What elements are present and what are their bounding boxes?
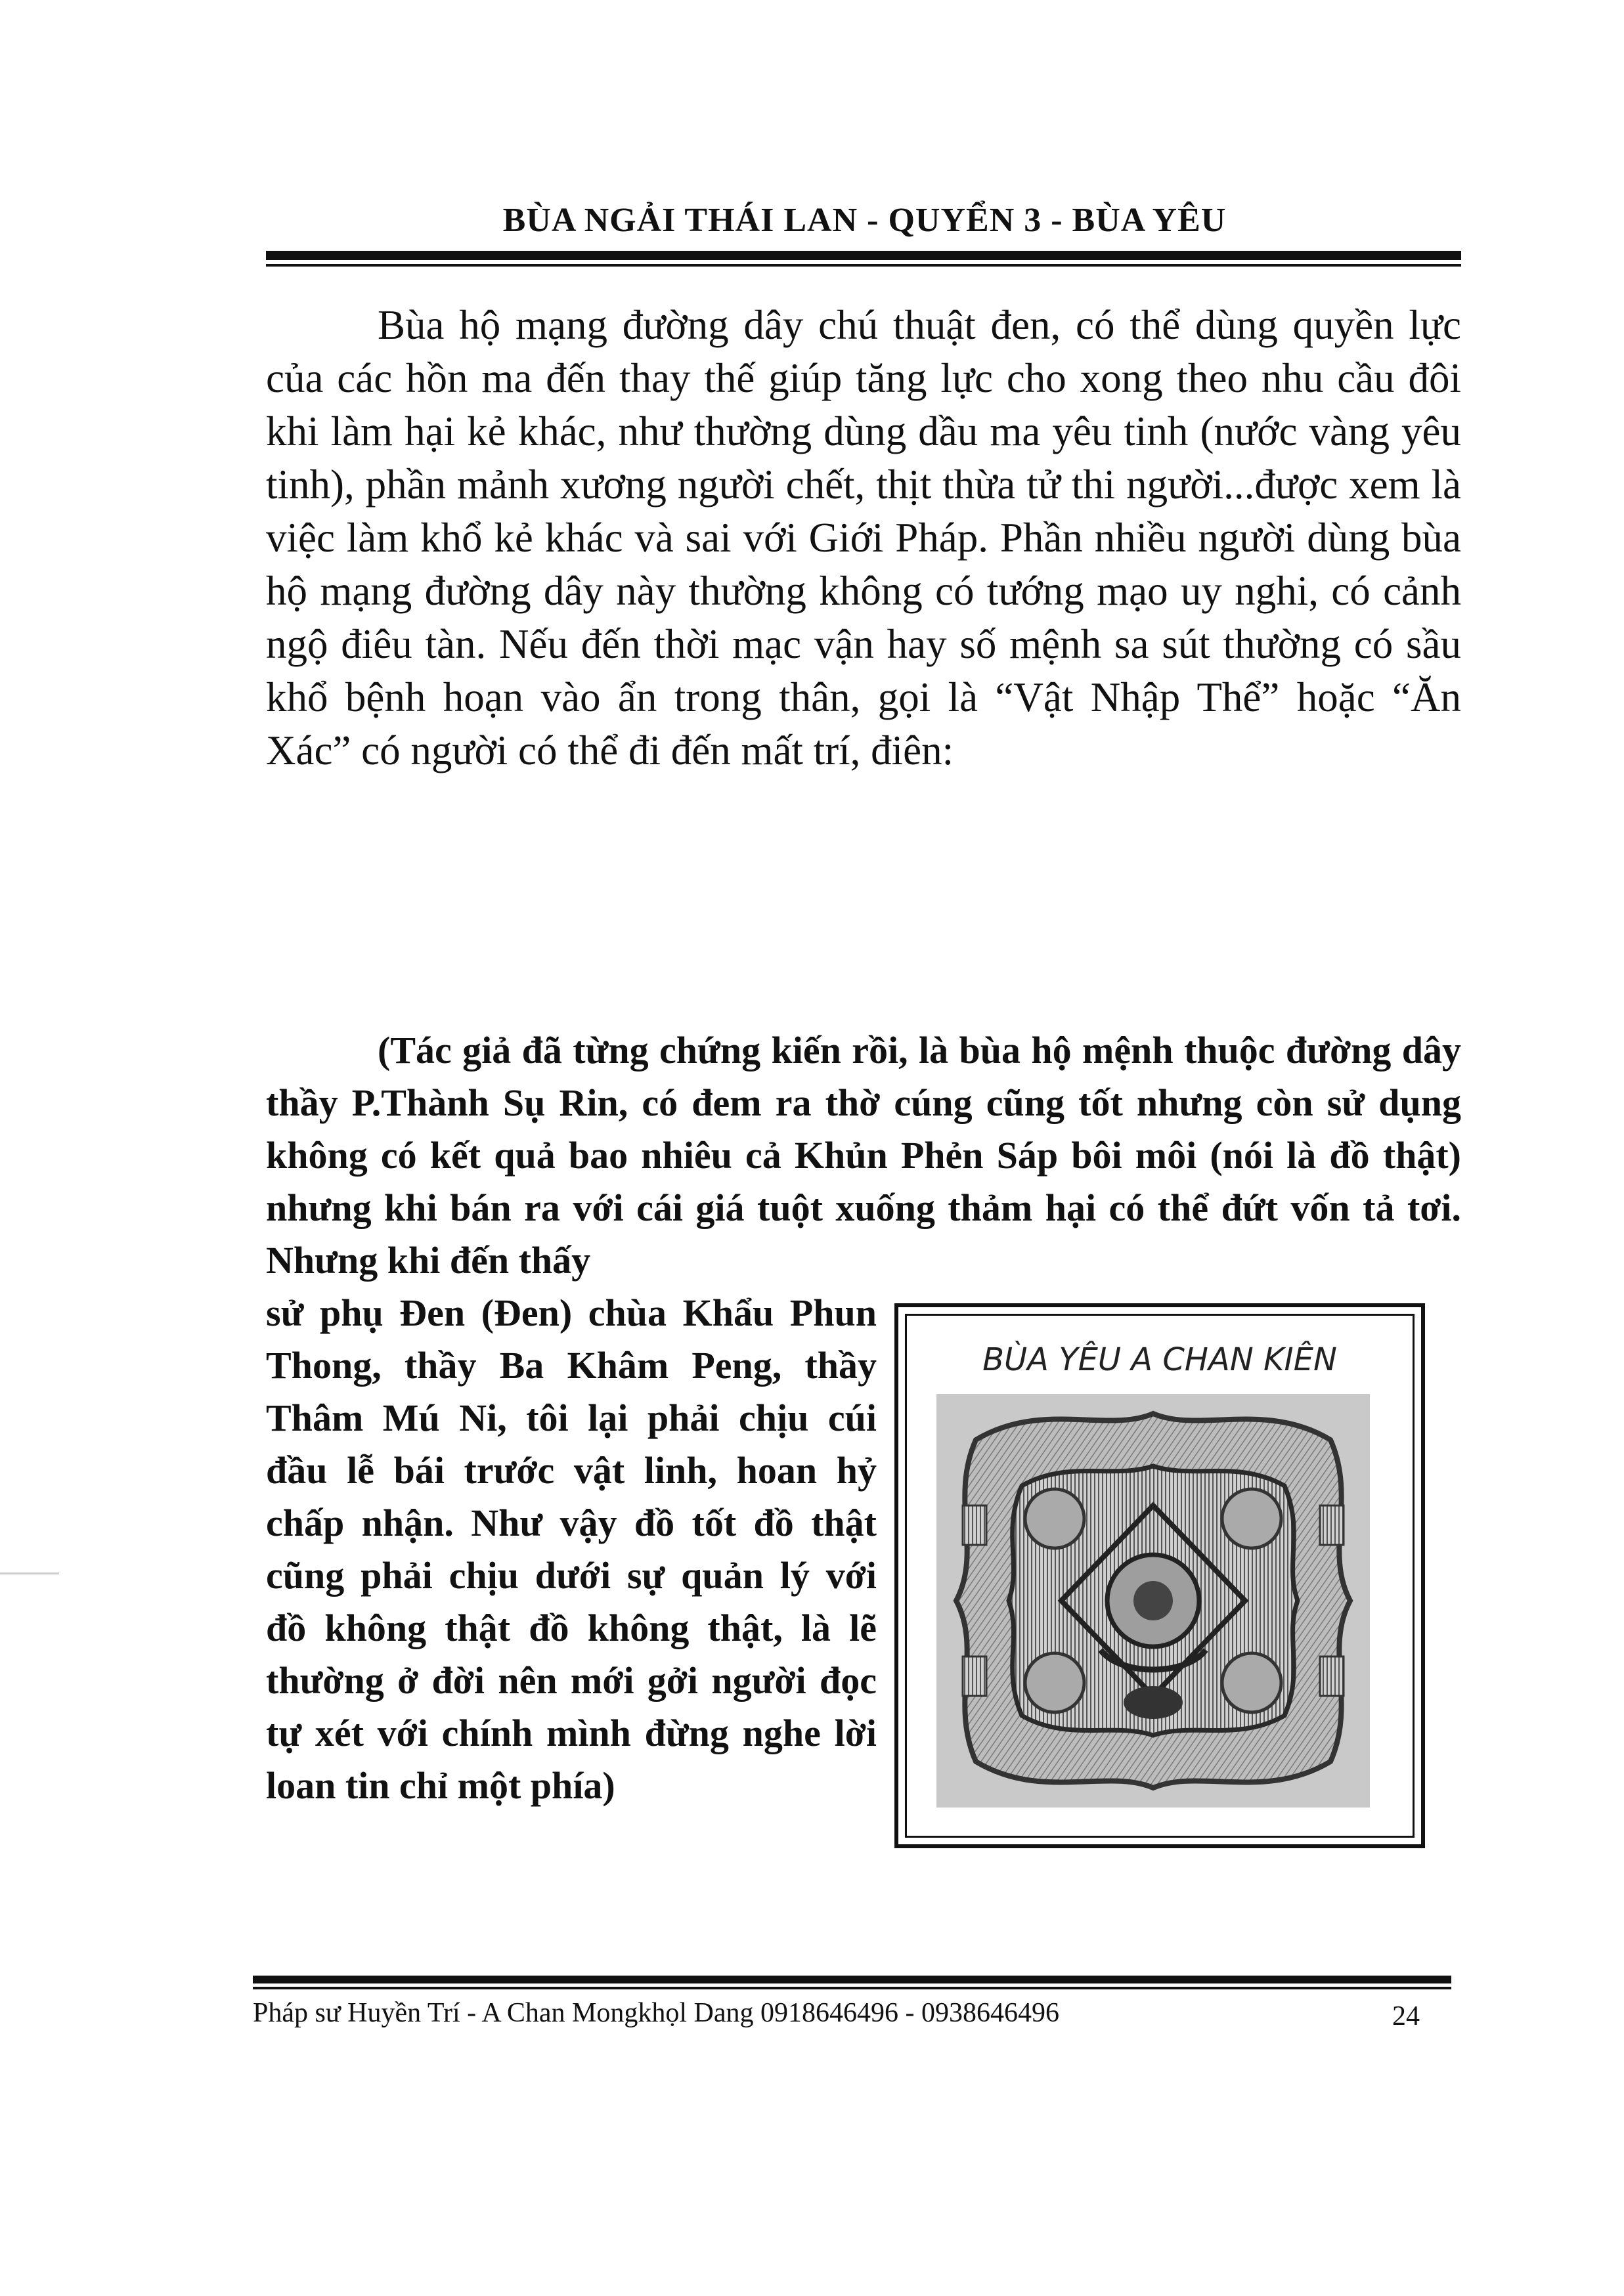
footer-rule-thick xyxy=(253,1976,1451,1983)
footer-rule-thin xyxy=(253,1987,1451,1989)
figure-caption: BÙA YÊU A CHAN KIÊN xyxy=(982,1341,1337,1378)
bold-note-top: (Tác giả đã từng chứng kiến rồi, là bùa hộ mệnh thuộc đường dây thầy P.Thành Sụ Rin, có đem ra thờ cúng cũng tốt nhưng còn sử dụng không có kết quả bao nhiêu cả Khủn Phẻn Sáp bôi môi (nói là đồ thật) nhưng khi bán ra với cái giá tuột xuống thảm hại có thể đứt vốn tả tơi. Nhưng khi đến thấy xyxy=(266,1029,1461,1282)
amulet-side-bars-lower-left xyxy=(963,1657,986,1696)
amulet-lower-mark xyxy=(1124,1686,1183,1719)
bold-note-side: sử phụ Đen (Đen) chùa Khẩu Phun Thong, thầy Ba Khâm Peng, thầy Thâm Mú Ni, tôi lại phải chịu cúi đầu lễ bái trước vật linh, hoan hỷ chấp nhận. Như vậy đồ tốt đồ thật cũng phải chịu dưới sự quản lý với đồ không thật đồ không thật, là lẽ thường ở đời nên mới gởi người đọc tự xét với chính mình đừng nghe lời loan tin chỉ một phía) xyxy=(266,1291,877,1807)
running-header: BÙA NGẢI THÁI LAN - QUYỂN 3 - BÙA YÊU xyxy=(502,202,1227,239)
amulet-figure xyxy=(894,1303,1425,1848)
amulet-side-bars-left xyxy=(963,1505,986,1545)
page-number: 24 xyxy=(1392,2001,1420,2031)
amulet-motif-bottom-right xyxy=(1222,1653,1281,1712)
amulet-motif-top-left xyxy=(1025,1489,1084,1548)
footer-author: Pháp sư Huyền Trí - A Chan Mongkhọl Dang 0918646496 - 0938646496 xyxy=(253,1998,1059,2028)
amulet-center-dot xyxy=(1133,1581,1173,1620)
header-rule-thin xyxy=(266,264,1461,267)
amulet-image xyxy=(936,1394,1370,1808)
body-paragraph: Bùa hộ mạng đường dây chú thuật đen, có thể dùng quyền lực của các hồn ma đến thay thế giúp tăng lực cho xong theo nhu cầu đôi khi làm hại kẻ khác, như thường dùng dầu ma yêu tinh (nước vàng yêu tinh), phần mảnh xương người chết, thịt thừa tử thi người...được xem là việc làm khổ kẻ khác và sai với Giới Pháp. Phần nhiều người dùng bùa hộ mạng đường dây này thường không có tướng mạo uy nghi, có cảnh ngộ điêu tàn. Nếu đến thời mạc vận hay số mệnh sa sút thường có sầu khổ bệnh hoạn vào ẩn trong thân, gọi là “Vật Nhập Thể” hoặc “Ăn Xác” có người có thể đi đến mất trí, điên: xyxy=(266,302,1461,773)
amulet-motif-bottom-left xyxy=(1025,1653,1084,1712)
amulet-side-bars-right xyxy=(1320,1505,1344,1545)
header-rule-thick xyxy=(266,251,1461,260)
amulet-motif-top-right xyxy=(1222,1489,1281,1548)
amulet-side-bars-lower-right xyxy=(1320,1657,1344,1696)
scan-margin-mark xyxy=(0,1572,59,1574)
